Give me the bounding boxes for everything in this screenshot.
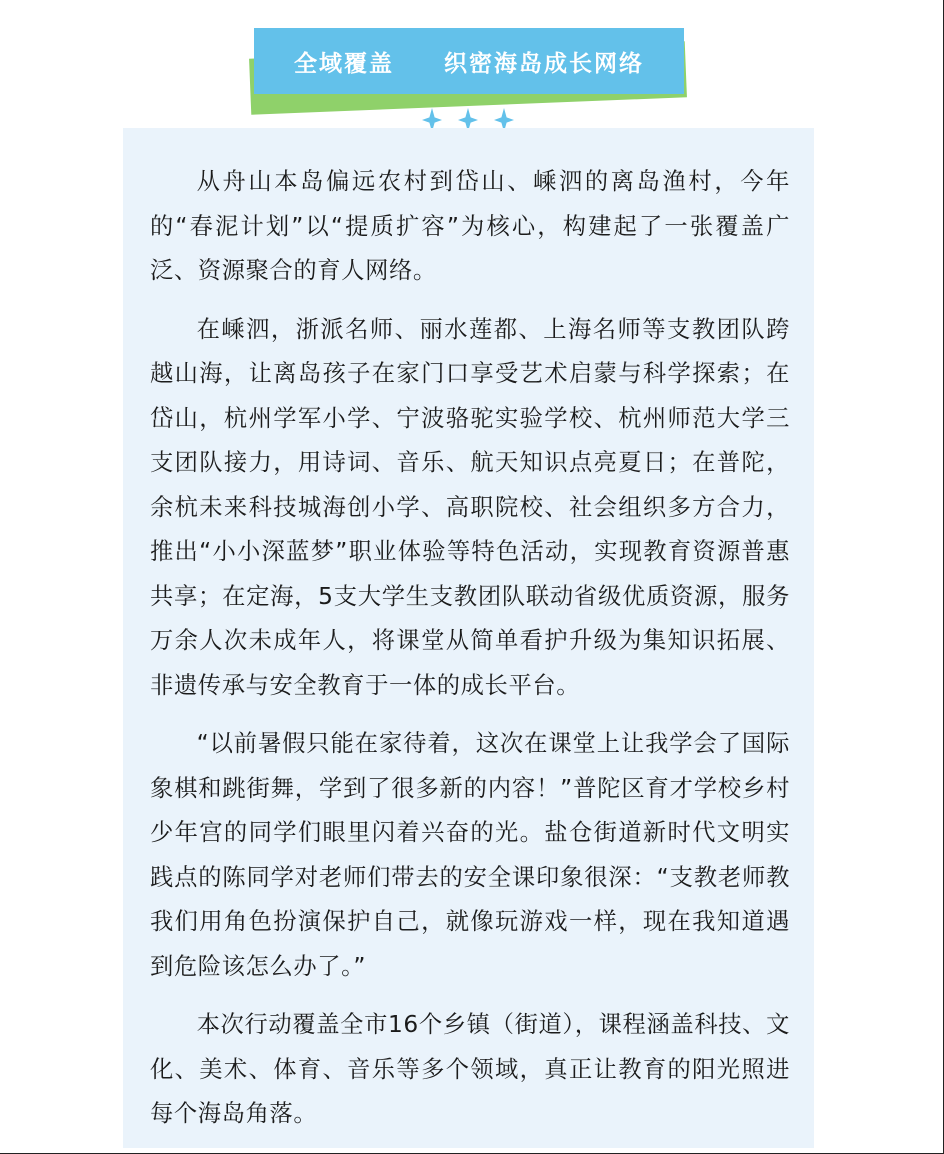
section-title-part1: 全域覆盖	[294, 50, 394, 77]
banner-blue-ribbon	[254, 28, 684, 94]
article-paragraph-2: 在嵊泗，浙派名师、丽水莲都、上海名师等支教团队跨越山海，让离岛孩子在家门口享受艺术启蒙与科学探索；在岱山，杭州学军小学、宁波骆驼实验学校、杭州师范大学三支团队接力，用诗词、音乐、航天知识点亮夏日；在普陀，余杭未来科技城海创小学、高职院校、社会组织多方合力，推出“小小深蓝梦”职业体验等特色活动，实现教育资源普惠共享；在定海，5支大学生支教团队联动省级优质资源，服务万余人次未成年人，将课堂从简单看护升级为集知识拓展、非遗传承与安全教育于一体的成长平台。	[150, 315, 790, 699]
article-paragraph-3: “以前暑假只能在家待着，这次在课堂上让我学会了国际象棋和跳街舞，学到了很多新的内容！”普陀区育才学校乡村少年宫的同学们眼里闪着兴奋的光。盐仓街道新时代文明实践点的陈同学对老师们带去的安全课印象很深：“支教老师教我们用角色扮演保护自己，就像玩游戏一样，现在我知道遇到危险该怎么办了。”	[150, 730, 790, 980]
section-banner	[248, 10, 688, 110]
article-paragraph-1: 从舟山本岛偏远农村到岱山、嵊泗的离岛渔村，今年的“春泥计划”以“提质扩容”为核心，构建起了一张覆盖广泛、资源聚合的育人网络。	[150, 168, 790, 284]
section-title	[294, 45, 644, 78]
article-body	[150, 160, 790, 1151]
section-title-part2: 织密海岛成长网络	[444, 50, 644, 77]
article-paragraph-4: 本次行动覆盖全市16个乡镇（街道），课程涵盖科技、文化、美术、体育、音乐等多个领域，真正让教育的阳光照进每个海岛角落。	[150, 1011, 790, 1127]
